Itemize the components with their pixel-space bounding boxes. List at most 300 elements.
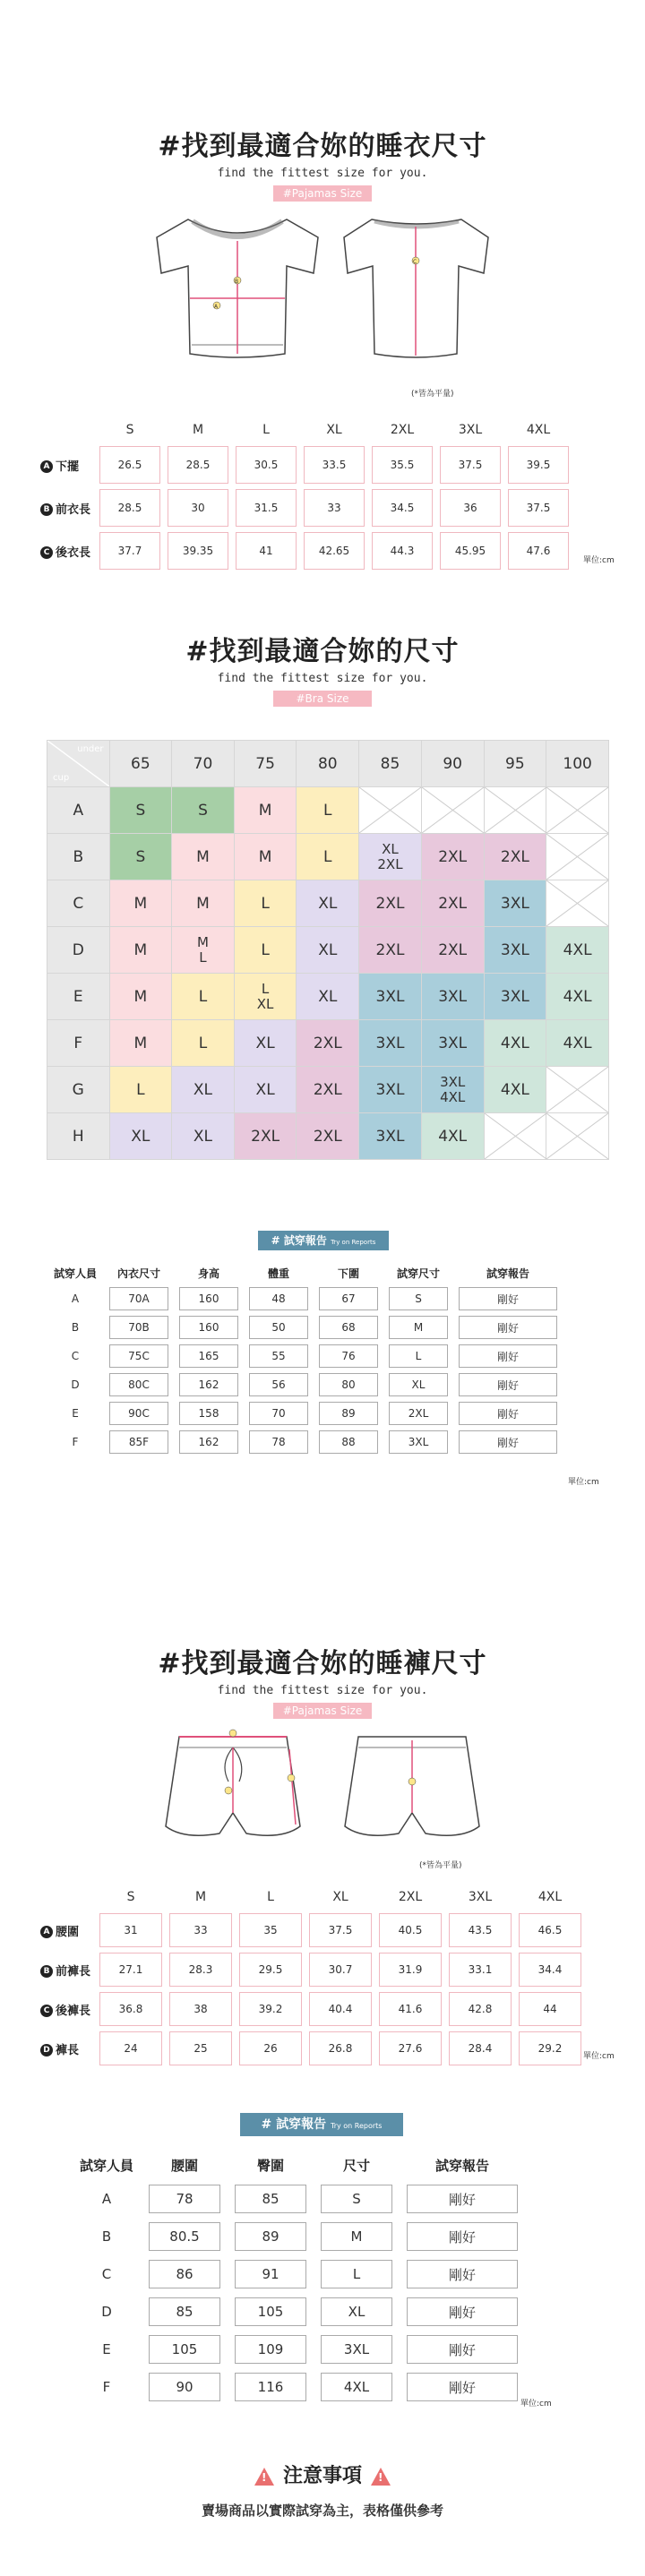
report2-tag-title: # 試穿報告 — [261, 2117, 327, 2132]
bra-cell: M — [109, 927, 172, 974]
report-cell: 90 — [149, 2373, 220, 2401]
report-cell: 剛好 — [407, 2185, 518, 2213]
corner-under-label: under — [77, 744, 104, 754]
report-cell: 3XL — [389, 1430, 448, 1454]
pants-tag: #Pajamas Size — [273, 1703, 372, 1719]
size-header: L — [267, 1890, 274, 1904]
size-cell: 26.5 — [99, 446, 160, 484]
report-cell: 158 — [179, 1402, 238, 1425]
pajama-top-subtitle: find the fittest size for you. — [217, 167, 428, 180]
report-cell: 160 — [179, 1287, 238, 1310]
measure-badge-icon: B — [40, 1965, 53, 1978]
bra-row — [47, 834, 609, 880]
bra-cell: S — [172, 787, 235, 834]
report-cell: 80C — [109, 1373, 168, 1396]
bra-cell: M — [234, 787, 297, 834]
size-cell: 33.5 — [304, 446, 365, 484]
report-cell: 75C — [109, 1344, 168, 1368]
measure-label: 後衣長 — [56, 545, 91, 560]
size-row — [39, 1992, 581, 2026]
measure-label: 後褲長 — [56, 2004, 91, 2018]
size-header: XL — [326, 423, 342, 437]
report-row — [79, 2297, 518, 2326]
size-header: M — [194, 1890, 207, 1904]
size-cell: 37.5 — [508, 489, 569, 527]
size-cell: 43.5 — [449, 1913, 512, 1947]
bra-cell — [421, 1067, 484, 1113]
bra-cell: XL — [172, 1067, 235, 1113]
report-cell: 剛好 — [407, 2260, 518, 2288]
report-cell: 48 — [249, 1287, 308, 1310]
bra-cell: L — [234, 880, 297, 927]
report-header: 臀圍 — [256, 2158, 284, 2174]
pajama-top-unit: 單位:cm — [583, 556, 615, 565]
bra-cell: L — [297, 834, 359, 880]
svg-text:C: C — [413, 259, 417, 265]
pajama-top-title: #找到最適合妳的睡衣尺寸 — [158, 131, 487, 162]
size-cell: 38 — [169, 1992, 232, 2026]
size-header: 3XL — [468, 1890, 493, 1904]
report-cell: 剛好 — [459, 1287, 557, 1310]
size-cell: 28.5 — [168, 446, 228, 484]
report-cell: 89 — [235, 2222, 306, 2251]
report-cell: 162 — [179, 1373, 238, 1396]
bra-size-label: 2XL — [377, 855, 403, 872]
report-cell: 67 — [319, 1287, 378, 1310]
size-cell: 42.8 — [449, 1992, 512, 2026]
tester-id: C — [101, 2266, 112, 2282]
bra-cell: XL — [109, 1113, 172, 1160]
report-cell: 剛好 — [459, 1402, 557, 1425]
bra-cell: S — [109, 787, 172, 834]
size-row — [39, 1953, 581, 1987]
notice-title-row — [0, 2460, 645, 2488]
bra-size-label: L — [199, 949, 207, 966]
tester-id: A — [71, 1292, 80, 1305]
report-cell: 剛好 — [407, 2335, 518, 2364]
top-front-illustration — [152, 210, 322, 363]
size-cell: 36.8 — [99, 1992, 162, 2026]
bra-cell: M — [172, 834, 235, 880]
row-label — [39, 2031, 92, 2065]
report-header: 體重 — [267, 1267, 289, 1280]
report-cell: 85F — [109, 1430, 168, 1454]
row-label — [39, 1953, 92, 1987]
report-cell: 2XL — [389, 1402, 448, 1425]
bra-cell-empty — [546, 787, 609, 834]
measure-label: 前衣長 — [56, 502, 91, 517]
tester-id: D — [101, 2304, 112, 2320]
pajama-top-tag: #Pajamas Size — [273, 185, 372, 202]
report-cell: 剛好 — [407, 2222, 518, 2251]
size-header: 3XL — [458, 423, 483, 437]
size-cell: 36 — [440, 489, 501, 527]
report-cell: 80.5 — [149, 2222, 220, 2251]
bra-cell-empty — [421, 787, 484, 834]
report-cell: 76 — [319, 1344, 378, 1368]
bra-cell: 3XL — [359, 1067, 422, 1113]
under-header: 100 — [546, 741, 609, 787]
bra-cell: 4XL — [484, 1020, 546, 1067]
bra-cell-empty — [546, 834, 609, 880]
bra-row — [47, 974, 609, 1020]
cup-header: A — [47, 787, 110, 834]
size-cell: 39.2 — [239, 1992, 302, 2026]
report-cell: 105 — [149, 2335, 220, 2364]
report2-unit: 單位:cm — [520, 2400, 552, 2409]
report-cell: 50 — [249, 1316, 308, 1339]
row-label — [39, 489, 92, 527]
size-cell: 28.5 — [99, 489, 160, 527]
bra-cell: 3XL — [421, 1020, 484, 1067]
size-cell: 25 — [169, 2031, 232, 2065]
under-header: 95 — [484, 741, 546, 787]
measure-label: 褲長 — [56, 2043, 80, 2057]
bra-cell: L — [172, 1020, 235, 1067]
row-label — [39, 1992, 92, 2026]
bra-cell: 3XL — [359, 1113, 422, 1160]
bra-cell: L — [109, 1067, 172, 1113]
bra-cell: S — [109, 834, 172, 880]
under-header: 90 — [421, 741, 484, 787]
pajama-top-section — [0, 124, 645, 363]
report-header: 試穿尺寸 — [396, 1267, 440, 1280]
bra-cell: 4XL — [546, 1020, 609, 1067]
bra-row — [47, 787, 609, 834]
pants-illustrations — [0, 1728, 645, 1853]
bra-row — [47, 880, 609, 927]
size-cell: 37.7 — [99, 532, 160, 570]
size-row — [39, 446, 569, 484]
corner-cup-label: cup — [53, 773, 70, 783]
bra-cell: 2XL — [421, 880, 484, 927]
size-row — [39, 489, 569, 527]
report-cell: 109 — [235, 2335, 306, 2364]
cup-header: G — [47, 1067, 110, 1113]
report-cell: 162 — [179, 1430, 238, 1454]
bra-cell: M — [172, 880, 235, 927]
report-header-row — [52, 1265, 557, 1282]
under-header: 70 — [172, 741, 235, 787]
report-row — [52, 1373, 557, 1396]
bra-cell — [172, 927, 235, 974]
size-cell: 44.3 — [372, 532, 433, 570]
bra-row — [47, 927, 609, 974]
bra-cell: 2XL — [359, 927, 422, 974]
report-row — [79, 2373, 518, 2401]
size-header: L — [262, 423, 270, 437]
report-cell: 160 — [179, 1316, 238, 1339]
report-cell: 4XL — [321, 2373, 392, 2401]
size-cell: 30.5 — [236, 446, 297, 484]
report1-tag-title: # 試穿報告 — [271, 1234, 327, 1247]
size-cell: 26 — [239, 2031, 302, 2065]
bra-cell: 3XL — [484, 880, 546, 927]
tester-id: F — [102, 2379, 111, 2395]
report-cell: 70A — [109, 1287, 168, 1310]
report-cell: XL — [321, 2297, 392, 2326]
report-cell: 70B — [109, 1316, 168, 1339]
svg-text:A: A — [214, 304, 219, 310]
bra-row — [47, 1067, 609, 1113]
size-cell: 26.8 — [309, 2031, 372, 2065]
report-cell: 70 — [249, 1402, 308, 1425]
report-cell: L — [389, 1344, 448, 1368]
report-cell: 68 — [319, 1316, 378, 1339]
report-row — [52, 1430, 557, 1454]
report-row — [79, 2185, 518, 2213]
bra-row — [47, 1020, 609, 1067]
bra-cell: XL — [297, 880, 359, 927]
size-cell: 40.5 — [379, 1913, 442, 1947]
size-header: S — [125, 423, 134, 437]
report-header: 身高 — [197, 1267, 219, 1280]
measure-badge-icon: D — [40, 2044, 53, 2057]
bra-cell-empty — [359, 787, 422, 834]
bra-size-label: XL — [382, 841, 399, 857]
report1-tag-small: Try on Reports — [331, 1239, 376, 1246]
report-header: 尺寸 — [342, 2158, 370, 2174]
bra-cell: 4XL — [484, 1067, 546, 1113]
tester-id: B — [71, 1321, 80, 1334]
report-header: 腰圍 — [170, 2158, 198, 2174]
bra-cell: XL — [297, 927, 359, 974]
bra-cell-empty — [484, 1113, 546, 1160]
bra-cell — [359, 834, 422, 880]
corner — [39, 1886, 92, 1908]
report-cell: 剛好 — [459, 1316, 557, 1339]
size-cell: 35.5 — [372, 446, 433, 484]
bra-size-label: M — [196, 934, 209, 950]
bra-cell: 3XL — [484, 927, 546, 974]
row-label — [39, 532, 92, 570]
measure-badge-icon: A — [40, 460, 53, 473]
measure-label: 腰圍 — [56, 1925, 80, 1939]
warning-icon: ! — [254, 2468, 274, 2486]
size-cell: 42.65 — [304, 532, 365, 570]
bra-cell: 2XL — [421, 927, 484, 974]
report-cell: 剛好 — [407, 2297, 518, 2326]
corner — [39, 419, 92, 441]
size-cell: 41.6 — [379, 1992, 442, 2026]
bra-cell: 3XL — [359, 974, 422, 1020]
size-cell: 44 — [519, 1992, 581, 2026]
svg-text:B: B — [235, 279, 239, 285]
bra-cell: 4XL — [421, 1113, 484, 1160]
report-row — [79, 2260, 518, 2288]
cup-header: D — [47, 927, 110, 974]
cup-header: E — [47, 974, 110, 1020]
bra-cell: 2XL — [359, 880, 422, 927]
size-row — [39, 2031, 581, 2065]
bra-cell: XL — [172, 1113, 235, 1160]
size-cell: 30.7 — [309, 1953, 372, 1987]
cup-header: C — [47, 880, 110, 927]
bra-size-label: 3XL — [440, 1074, 466, 1090]
size-cell: 27.6 — [379, 2031, 442, 2065]
tester-id: B — [101, 2228, 112, 2245]
report-cell: 90C — [109, 1402, 168, 1425]
pants-note: (*皆為平量) — [419, 1861, 462, 1870]
tester-id: E — [102, 2341, 111, 2357]
report-cell: 91 — [235, 2260, 306, 2288]
report-cell: S — [389, 1287, 448, 1310]
bra-cell: 3XL — [421, 974, 484, 1020]
report-cell: 3XL — [321, 2335, 392, 2364]
bra-cell: L — [172, 974, 235, 1020]
bra-cell: 2XL — [297, 1067, 359, 1113]
bra-cell-empty — [546, 880, 609, 927]
report-cell: 85 — [235, 2185, 306, 2213]
size-header: 2XL — [390, 423, 415, 437]
report-row — [52, 1316, 557, 1339]
report-cell: M — [321, 2222, 392, 2251]
size-header: 2XL — [398, 1890, 423, 1904]
size-cell: 31 — [99, 1913, 162, 1947]
bra-cell: 2XL — [297, 1113, 359, 1160]
tester-id: D — [71, 1378, 80, 1391]
report-cell: 85 — [149, 2297, 220, 2326]
bra-cell: L — [297, 787, 359, 834]
size-row — [39, 532, 569, 570]
pajama-top-note: (*皆為平量) — [411, 390, 454, 399]
pants-title: #找到最適合妳的睡褲尺寸 — [158, 1648, 487, 1679]
under-header: 65 — [109, 741, 172, 787]
size-cell: 41 — [236, 532, 297, 570]
bra-tag: #Bra Size — [273, 691, 372, 707]
size-cell: 37.5 — [440, 446, 501, 484]
bra-size-grid — [47, 740, 609, 1160]
report-row — [79, 2335, 518, 2364]
report-cell: 78 — [149, 2185, 220, 2213]
pajama-top-size-table — [32, 414, 576, 575]
bra-size-label: XL — [256, 995, 274, 1012]
report1-table — [41, 1259, 568, 1459]
size-cell: 37.5 — [309, 1913, 372, 1947]
bra-row — [47, 1113, 609, 1160]
bra-cell: 2XL — [297, 1020, 359, 1067]
size-cell: 35 — [239, 1913, 302, 1947]
size-cell: 39.5 — [508, 446, 569, 484]
size-cell: 45.95 — [440, 532, 501, 570]
bra-size-label: L — [261, 981, 270, 997]
measure-badge-icon: A — [40, 1926, 53, 1938]
bra-cell: M — [109, 974, 172, 1020]
report-header: 試穿人員 — [80, 2158, 134, 2174]
size-cell: 31.5 — [236, 489, 297, 527]
size-cell: 33.1 — [449, 1953, 512, 1987]
size-header: 4XL — [526, 423, 551, 437]
report-header: 下圍 — [337, 1267, 359, 1280]
pants-back-illustration — [336, 1728, 488, 1853]
under-header: 80 — [297, 741, 359, 787]
size-header: M — [192, 423, 204, 437]
report-cell: 165 — [179, 1344, 238, 1368]
report-header-row — [79, 2155, 518, 2176]
measure-badge-icon: C — [40, 2005, 53, 2017]
bra-cell-empty — [484, 787, 546, 834]
report-cell: 剛好 — [459, 1430, 557, 1454]
size-cell: 28.3 — [169, 1953, 232, 1987]
size-row — [39, 1913, 581, 1947]
measure-badge-icon: C — [40, 546, 53, 559]
report-cell: 剛好 — [459, 1373, 557, 1396]
bra-corner — [47, 741, 110, 787]
report1-unit: 單位:cm — [568, 1478, 599, 1487]
notice-title: 注意事項 — [282, 2465, 362, 2487]
tester-id: C — [71, 1350, 80, 1362]
bra-cell-empty — [546, 1113, 609, 1160]
size-cell: 29.5 — [239, 1953, 302, 1987]
size-header: S — [126, 1890, 135, 1904]
report2-tag-small: Try on Reports — [331, 2122, 383, 2130]
report-cell: 剛好 — [407, 2373, 518, 2401]
report-cell: 55 — [249, 1344, 308, 1368]
bra-cell: XL — [234, 1020, 297, 1067]
tester-id: A — [101, 2191, 112, 2207]
report-cell: 56 — [249, 1373, 308, 1396]
size-cell: 29.2 — [519, 2031, 581, 2065]
under-header: 75 — [234, 741, 297, 787]
report-header: 內衣尺寸 — [116, 1267, 160, 1280]
size-cell: 34.4 — [519, 1953, 581, 1987]
report-cell: 88 — [319, 1430, 378, 1454]
bra-cell: 4XL — [546, 974, 609, 1020]
report-cell: 89 — [319, 1402, 378, 1425]
size-cell: 24 — [99, 2031, 162, 2065]
size-cell: 40.4 — [309, 1992, 372, 2026]
bra-cell: 3XL — [359, 1020, 422, 1067]
report-cell: 116 — [235, 2373, 306, 2401]
bra-title: #找到最適合妳的尺寸 — [185, 636, 460, 667]
report-header: 試穿報告 — [434, 2158, 489, 2174]
bra-section — [0, 629, 645, 707]
pants-front-illustration — [157, 1728, 309, 1853]
size-header: 4XL — [538, 1890, 563, 1904]
report-cell: M — [389, 1316, 448, 1339]
pants-subtitle: find the fittest size for you. — [217, 1684, 428, 1697]
report2-table — [64, 2146, 532, 2410]
report-row — [52, 1402, 557, 1425]
bra-cell-empty — [546, 1067, 609, 1113]
report-cell: 105 — [235, 2297, 306, 2326]
report-cell: 剛好 — [459, 1344, 557, 1368]
size-cell: 27.1 — [99, 1953, 162, 1987]
report-cell: S — [321, 2185, 392, 2213]
measure-badge-icon: B — [40, 503, 53, 516]
pants-size-table — [32, 1881, 589, 2071]
report-cell: XL — [389, 1373, 448, 1396]
report-cell: 78 — [249, 1430, 308, 1454]
size-header: XL — [332, 1890, 348, 1904]
bra-cell: L — [234, 927, 297, 974]
notice-section — [0, 2460, 645, 2520]
bra-cell: 2XL — [484, 834, 546, 880]
cup-header: H — [47, 1113, 110, 1160]
size-cell: 31.9 — [379, 1953, 442, 1987]
warning-icon: ! — [371, 2468, 391, 2486]
top-illustrations — [0, 210, 645, 363]
report1-tag — [258, 1231, 389, 1250]
measure-label: 前褲長 — [56, 1964, 91, 1979]
size-cell: 47.6 — [508, 532, 569, 570]
size-cell: 33 — [169, 1913, 232, 1947]
top-back-illustration — [340, 210, 493, 363]
size-cell: 39.35 — [168, 532, 228, 570]
size-cell: 30 — [168, 489, 228, 527]
report-row — [52, 1344, 557, 1368]
report-header: 試穿人員 — [53, 1267, 97, 1280]
